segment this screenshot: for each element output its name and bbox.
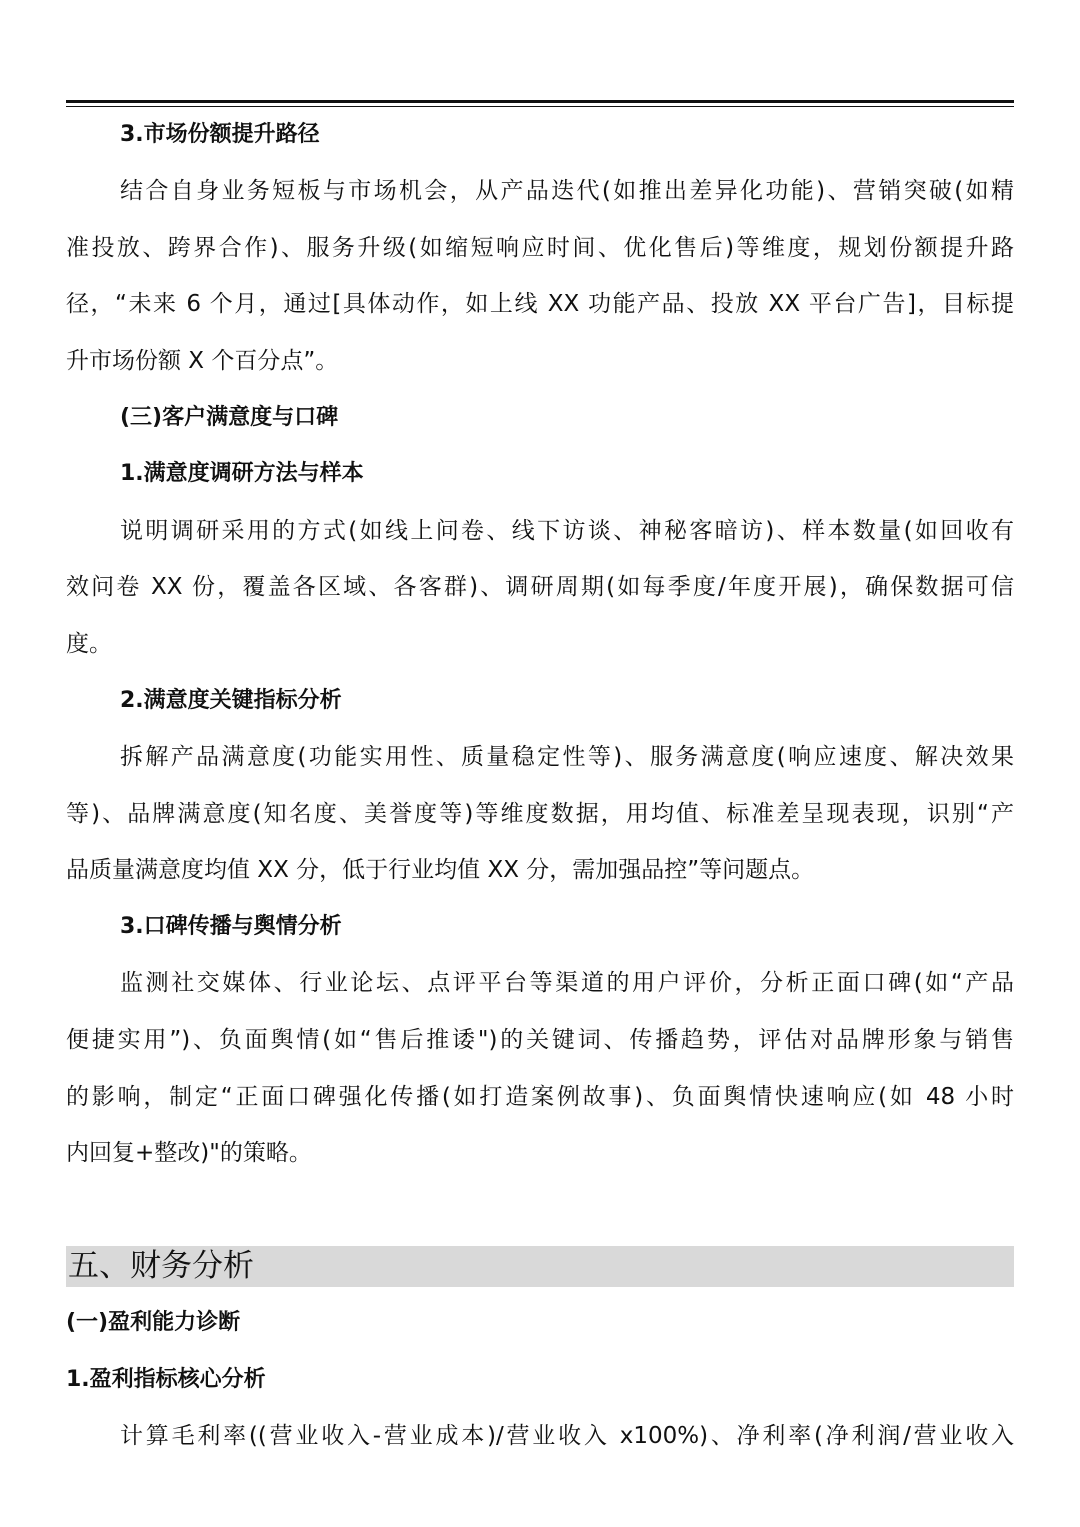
heading-word-of-mouth: 3.口碑传播与舆情分析	[120, 914, 342, 939]
paragraph-line: 内回复+整改)"的策略。	[66, 1140, 312, 1166]
paragraph-line: 说明调研采用的方式(如线上问卷、线下访谈、神秘客暗访)、样本数量(如回收有	[120, 518, 1014, 544]
paragraph-line: 升市场份额 X 个百分点”。	[66, 348, 339, 374]
heading-profit-indicators: 1.盈利指标核心分析	[66, 1367, 266, 1392]
paragraph-line: 效问卷 XX 份，覆盖各区域、各客群)、调研周期(如每季度/年度开展)，确保数据可信	[66, 574, 1014, 600]
paragraph-line: 径，“未来 6 个月，通过[具体动作，如上线 XX 功能产品、投放 XX 平台广告]，目标提	[66, 291, 1014, 317]
paragraph-line: 的影响，制定“正面口碑强化传播(如打造案例故事)、负面舆情快速响应(如 48 小时	[66, 1084, 1014, 1110]
paragraph-line: 拆解产品满意度(功能实用性、质量稳定性等)、服务满意度(响应速度、解决效果	[120, 744, 1014, 770]
section-title-financial-analysis: 五、财务分析	[68, 1248, 254, 1284]
paragraph-line: 计算毛利率((营业收入-营业成本)/营业收入 x100%)、净利率(净利润/营业收入	[120, 1423, 1014, 1449]
heading-key-metrics: 2.满意度关键指标分析	[120, 688, 342, 713]
subsection-heading-profitability: (一)盈利能力诊断	[66, 1310, 241, 1335]
paragraph-line: 准投放、跨界合作)、服务升级(如缩短响应时间、优化售后)等维度，规划份额提升路	[66, 235, 1014, 261]
paragraph-line: 品质量满意度均值 XX 分，低于行业均值 XX 分，需加强品控”等问题点。	[66, 857, 815, 883]
header-rule-thick	[66, 100, 1014, 103]
heading-market-share-path: 3.市场份额提升路径	[120, 122, 320, 147]
paragraph-line: 结合自身业务短板与市场机会，从产品迭代(如推出差异化功能)、营销突破(如精	[120, 178, 1014, 204]
paragraph-line: 便捷实用”)、负面舆情(如“售后推诿")的关键词、传播趋势，评估对品牌形象与销售	[66, 1027, 1014, 1053]
paragraph-line: 等)、品牌满意度(知名度、美誉度等)等维度数据，用均值、标准差呈现表现，识别“产	[66, 801, 1014, 827]
subsection-heading-satisfaction: (三)客户满意度与口碑	[120, 405, 339, 430]
header-rule-thin	[66, 106, 1014, 107]
heading-survey-method: 1.满意度调研方法与样本	[120, 461, 364, 486]
paragraph-line: 监测社交媒体、行业论坛、点评平台等渠道的用户评价，分析正面口碑(如“产品	[120, 970, 1014, 996]
paragraph-line: 度。	[66, 631, 112, 657]
